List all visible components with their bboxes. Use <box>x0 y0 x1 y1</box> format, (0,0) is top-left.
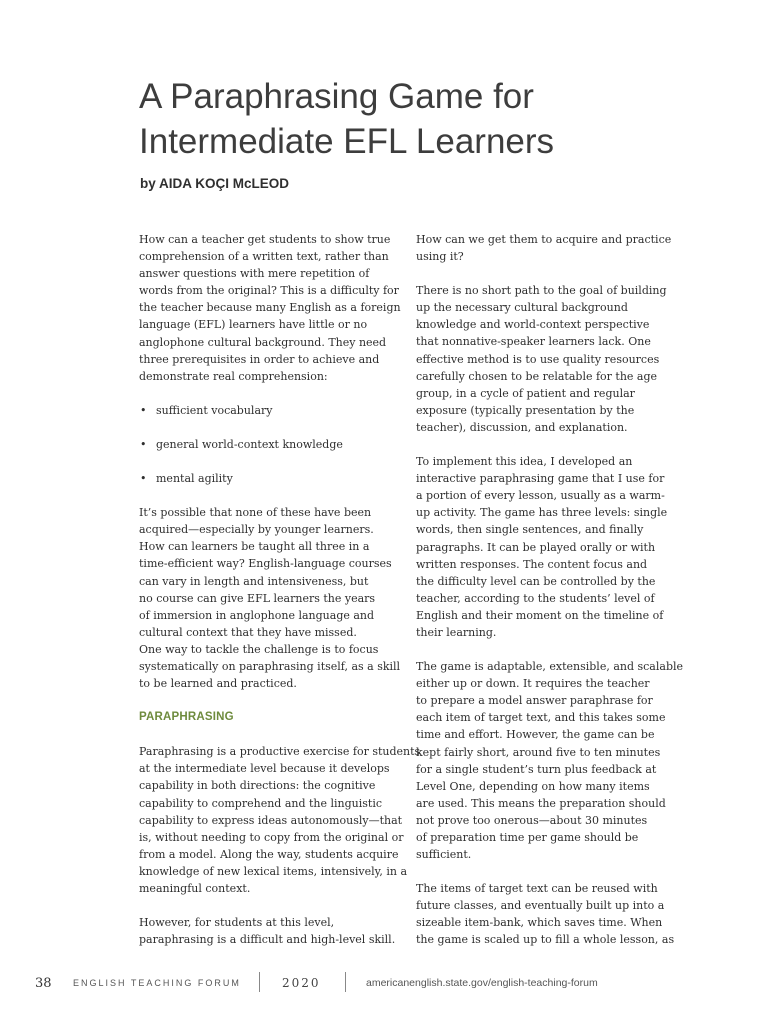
title-line-2: Intermediate EFL Learners <box>139 122 555 161</box>
text-line: knowledge and world-context perspective <box>416 318 650 332</box>
text-line: There is no short path to the goal of building <box>416 284 667 298</box>
text-line: The items of target text can be reused with <box>416 882 658 896</box>
paragraph <box>139 914 401 948</box>
text-line: using it? <box>416 250 464 264</box>
text-line: the game is scaled up to fill a whole lesson, as <box>416 933 675 947</box>
text-line: time and effort. However, the game can be <box>416 728 655 742</box>
text-line: a portion of every lesson, usually as a warm- <box>416 489 665 503</box>
text-line: to be learned and practiced. <box>139 677 297 691</box>
text-line: However, for students at this level, <box>139 916 335 930</box>
issue-year: 2020 <box>282 976 321 990</box>
text-line: are used. This means the preparation should <box>416 796 666 810</box>
paragraph <box>139 504 401 692</box>
text-line: carefully chosen to be relatable for the age <box>416 369 658 383</box>
text-line: capability in both directions: the cognitive <box>139 779 376 793</box>
text-line: time-efficient way? English-language courses <box>139 557 392 571</box>
section-heading: PARAPHRASING <box>139 711 234 724</box>
text-line: words from the original? This is a difficulty for <box>139 284 399 298</box>
text-line: the teacher because many English as a foreign <box>139 301 401 315</box>
text-line: cultural context that they have missed. <box>139 625 357 639</box>
paragraph <box>416 453 678 641</box>
text-line: knowledge of new lexical items, intensively, in a <box>139 864 408 878</box>
text-line: systematically on paraphrasing itself, as a skill <box>139 659 401 673</box>
text-line: exposure (typically presentation by the <box>416 403 635 417</box>
text-line: three prerequisites in order to achieve and <box>139 352 380 366</box>
text-line: One way to tackle the challenge is to focus <box>139 642 379 656</box>
text-line: each item of target text, and this takes some <box>416 711 666 725</box>
list-item-text: mental agility <box>156 472 233 486</box>
right-column <box>416 231 684 966</box>
text-line: of immersion in anglophone language and <box>139 608 375 622</box>
paragraph <box>139 743 421 897</box>
text-line: to prepare a model answer paraphrase for <box>416 694 653 708</box>
text-line: How can learners be taught all three in a <box>139 540 370 554</box>
text-line: capability to express ideas autonomously—that <box>139 813 403 827</box>
paragraph <box>416 282 678 436</box>
text-line: paraphrasing is a difficult and high-level skill. <box>139 933 396 947</box>
prerequisite-list <box>139 402 401 487</box>
text-line: not prove too onerous—about 30 minutes <box>416 813 648 827</box>
divider <box>259 972 260 992</box>
text-line: Level One, depending on how many items <box>416 779 650 793</box>
text-line: language (EFL) learners have little or no <box>139 318 368 332</box>
text-line: anglophone cultural background. They need <box>139 335 387 349</box>
list-item-text: sufficient vocabulary <box>156 403 273 417</box>
bullet-icon: • <box>140 437 147 451</box>
text-line: acquired—especially by younger learners. <box>139 523 374 537</box>
text-line: either up or down. It requires the teacher <box>416 677 650 691</box>
text-line: English and their moment on the timeline of <box>416 608 664 622</box>
list-item <box>139 436 401 453</box>
bullet-icon: • <box>140 403 147 417</box>
article-title <box>139 74 699 164</box>
text-line: answer questions with mere repetition of <box>139 267 370 281</box>
text-line: The game is adaptable, extensible, and scalable <box>416 660 684 674</box>
text-line: future classes, and eventually built up into a <box>416 899 665 913</box>
journal-url[interactable]: americanenglish.state.gov/english-teaching-forum <box>366 977 598 989</box>
list-item <box>139 402 401 419</box>
left-column <box>139 231 421 965</box>
text-line: demonstrate real comprehension: <box>139 369 328 383</box>
paragraph <box>416 231 678 265</box>
text-line: teacher), discussion, and explanation. <box>416 420 628 434</box>
text-line: written responses. The content focus and <box>416 557 648 571</box>
text-line: no course can give EFL learners the years <box>139 591 376 605</box>
text-line: up the necessary cultural background <box>416 301 628 315</box>
text-line: sufficient. <box>416 848 472 862</box>
divider <box>345 972 346 992</box>
paragraph <box>416 880 678 948</box>
author-byline: by AIDA KOÇI McLEOD <box>140 176 290 191</box>
list-item <box>139 470 401 487</box>
paragraph <box>139 231 401 385</box>
text-line: can vary in length and intensiveness, but <box>139 574 369 588</box>
list-item-text: general world-context knowledge <box>156 437 343 451</box>
text-line: It’s possible that none of these have been <box>139 506 372 520</box>
text-line: kept fairly short, around five to ten minutes <box>416 745 661 759</box>
text-line: effective method is to use quality resources <box>416 352 660 366</box>
text-line: meaningful context. <box>139 882 251 895</box>
text-line: sizeable item-bank, which saves time. When <box>416 916 663 930</box>
text-line: for a single student’s turn plus feedback at <box>416 762 657 776</box>
text-line: group, in a cycle of patient and regular <box>416 386 635 400</box>
text-line: To implement this idea, I developed an <box>416 455 633 469</box>
text-line: words, then single sentences, and finally <box>416 523 644 537</box>
text-line: comprehension of a written text, rather than <box>139 250 389 264</box>
text-line: teacher, according to the students’ level of <box>416 591 655 605</box>
text-line: at the intermediate level because it develops <box>139 762 390 776</box>
title-line-1: A Paraphrasing Game for <box>139 77 534 116</box>
bullet-icon: • <box>140 472 147 486</box>
text-line: from a model. Along the way, students acquire <box>139 847 399 861</box>
text-line: Paraphrasing is a productive exercise for students <box>139 745 421 759</box>
text-line: the difficulty level can be controlled by the <box>416 574 656 588</box>
text-line: that nonnative-speaker learners lack. One <box>416 335 651 349</box>
text-line: How can we get them to acquire and practice <box>416 233 672 246</box>
paragraph <box>416 658 684 863</box>
text-line: up activity. The game has three levels: single <box>416 506 668 520</box>
text-line: paragraphs. It can be played orally or with <box>416 540 656 554</box>
page-number: 38 <box>35 976 52 991</box>
text-line: their learning. <box>416 625 497 639</box>
text-line: is, without needing to copy from the original or <box>139 830 404 844</box>
text-line: interactive paraphrasing game that I use for <box>416 472 665 486</box>
journal-name: ENGLISH TEACHING FORUM <box>73 978 241 988</box>
page-footer <box>0 972 768 996</box>
text-line: capability to comprehend and the linguistic <box>139 796 383 810</box>
text-line: of preparation time per game should be <box>416 831 639 844</box>
text-line: How can a teacher get students to show true <box>139 233 391 246</box>
